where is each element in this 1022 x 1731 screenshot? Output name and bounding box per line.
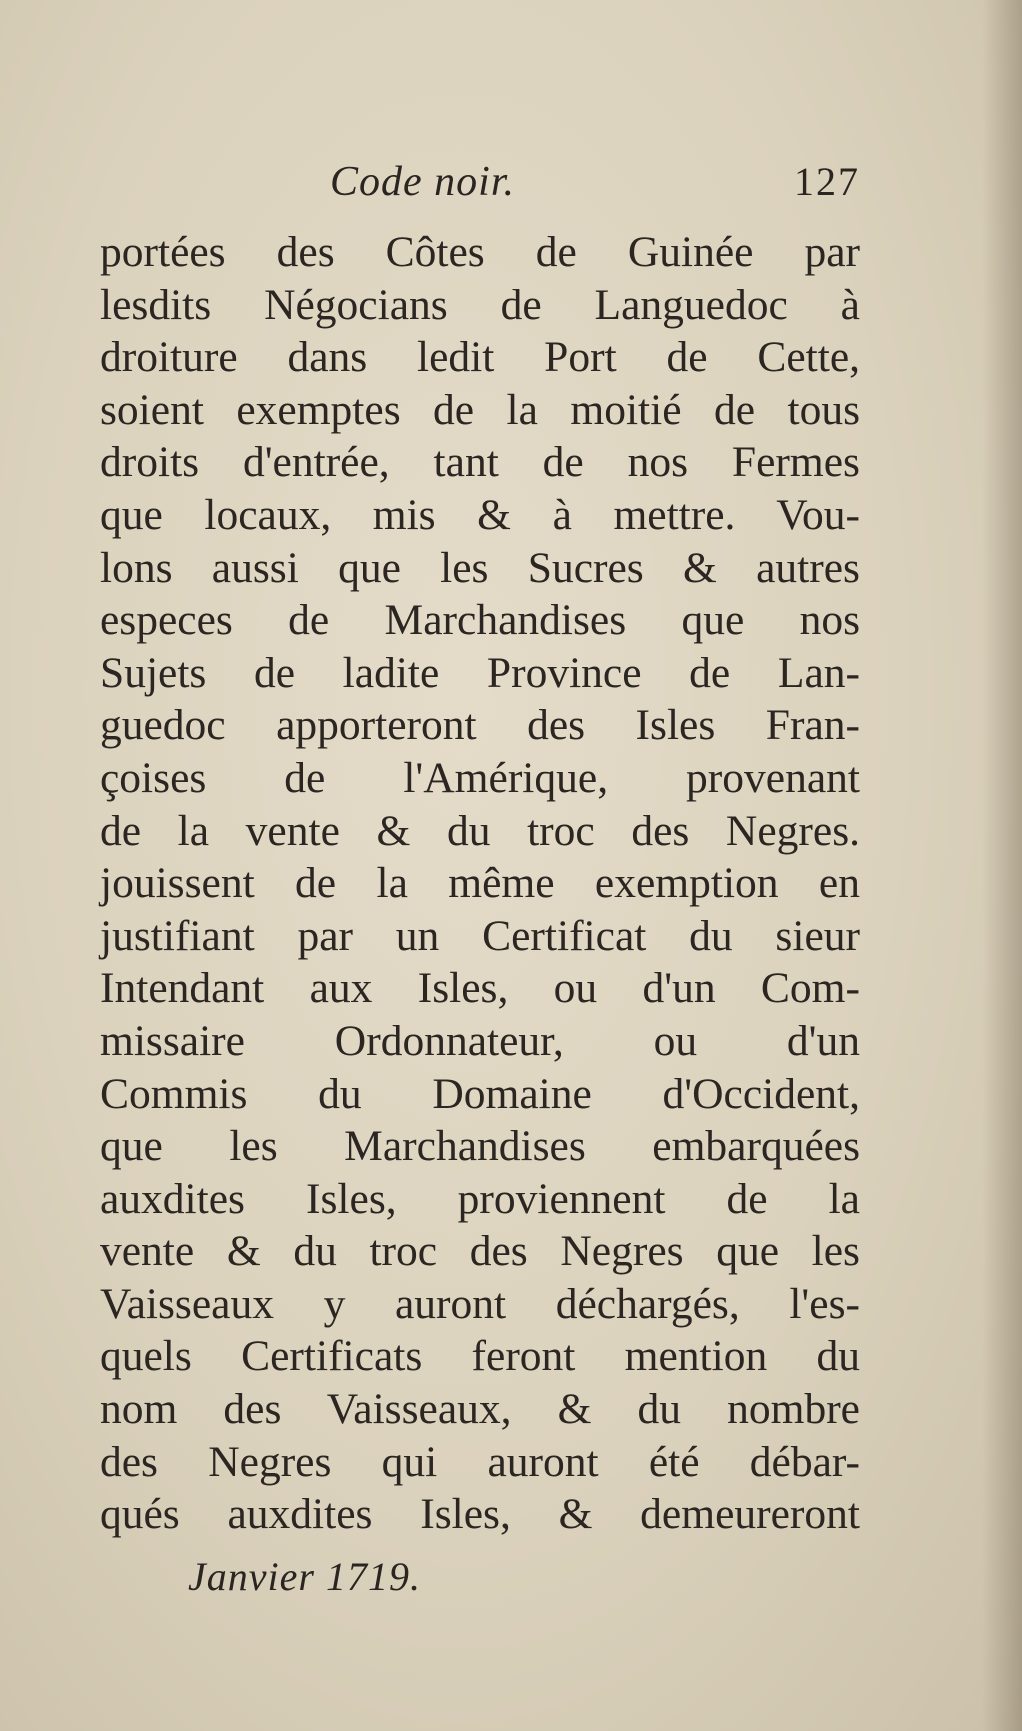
text-line: auxdites Isles, proviennent de la <box>100 1174 860 1223</box>
text-line: especes de Marchandises que nos <box>100 596 860 645</box>
text-line: lesdits Négocians de Languedoc à <box>100 280 860 329</box>
catchword: Janvier 1719. <box>188 1554 421 1599</box>
text-line: quels Certificats feront mention du <box>100 1332 860 1381</box>
text-line: jouissent de la même exemption en <box>100 859 860 908</box>
text-line: vente & du troc des Negres que les <box>100 1227 860 1276</box>
running-head <box>100 158 860 208</box>
text-line: Vaisseaux y auront déchargés, l'es- <box>100 1279 860 1328</box>
running-title: Code noir. <box>330 159 516 205</box>
text-line: Commis du Domaine d'Occident, <box>100 1069 860 1118</box>
text-line: droits d'entrée, tant de nos Fermes <box>100 438 860 487</box>
text-line: nom des Vaisseaux, & du nombre <box>100 1385 860 1434</box>
text-line: lons aussi que les Sucres & autres <box>100 543 860 592</box>
text-line: qués auxdites Isles, & demeureront <box>100 1490 860 1539</box>
text-line: çoises de l'Amérique, provenant <box>100 753 860 802</box>
body-text <box>100 226 860 1541</box>
text-line: droiture dans ledit Port de Cette, <box>100 333 860 382</box>
text-line: justifiant par un Certificat du sieur <box>100 911 860 960</box>
text-line: que locaux, mis & à mettre. Vou- <box>100 490 860 539</box>
page-number: 127 <box>794 159 860 204</box>
text-line: missaire Ordonnateur, ou d'un <box>100 1016 860 1065</box>
text-line: Intendant aux Isles, ou d'un Com- <box>100 964 860 1013</box>
text-line: des Negres qui auront été débar- <box>100 1437 860 1486</box>
text-line: de la vente & du troc des Negres. <box>100 806 860 855</box>
text-line: guedoc apporteront des Isles Fran- <box>100 701 860 750</box>
text-line: que les Marchandises embarquées <box>100 1122 860 1171</box>
text-line: soient exemptes de la moitié de tous <box>100 385 860 434</box>
text-line: Sujets de ladite Province de Lan- <box>100 648 860 697</box>
text-line: portées des Côtes de Guinée par <box>100 228 860 276</box>
